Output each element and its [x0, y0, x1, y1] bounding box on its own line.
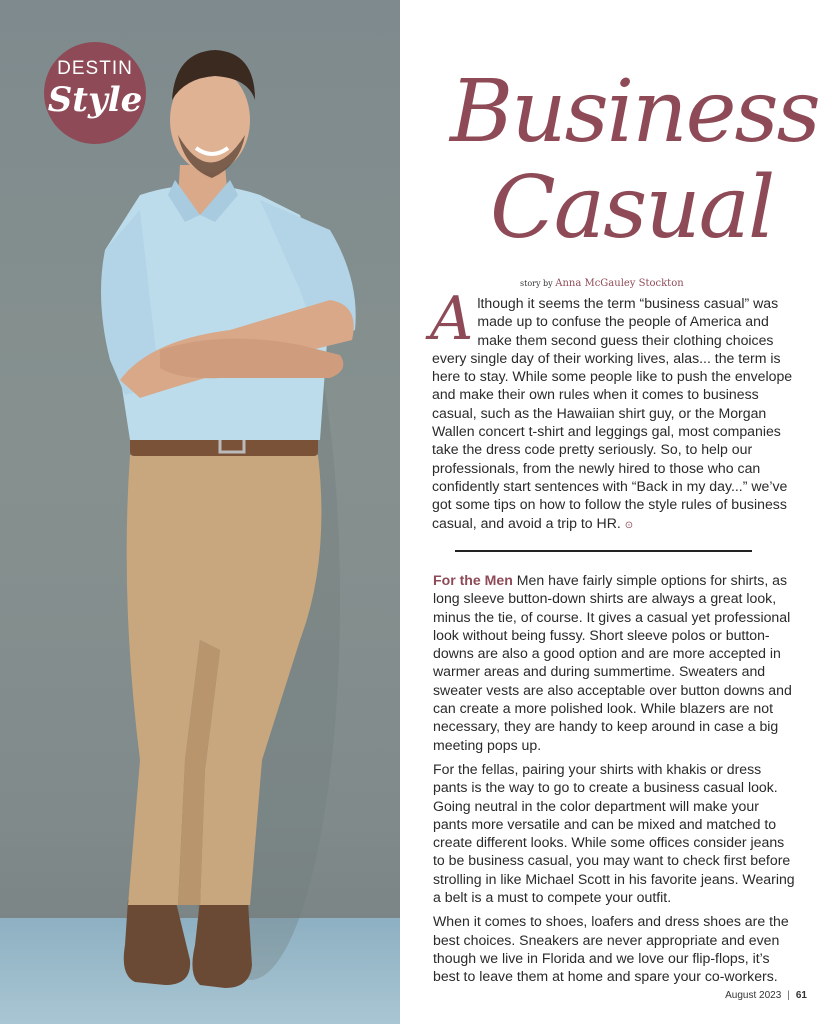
article-body: [433, 571, 795, 992]
section-divider: [455, 550, 752, 552]
title-line-1: Business: [450, 62, 819, 162]
page-number: 61: [795, 990, 807, 1001]
end-mark-icon: ⊙: [624, 519, 634, 531]
footer-separator: |: [787, 990, 790, 1001]
body-paragraph-3: When it comes to shoes, loafers and dress shoes are the best choices. Sneakers are never appropriate and even though we live in Florida and we love our flip-flops, it’s best to leave them at home and spare your co-workers.: [433, 913, 789, 985]
body-paragraph-1: [433, 571, 795, 754]
page-footer: [725, 990, 807, 1001]
body-paragraph-2: For the fellas, pairing your shirts with khakis or dress pants is the way to go to create a business casual look. Going neutral in the color department will make your pants more versatile and can be mixed and matched to create different looks. While some offices consider jeans to be business casual, you may want to check first before strolling in like Michael Scott in his favorite jeans. Wearing a belt is a must to compete your outfit.: [433, 760, 795, 906]
byline-prefix: story by: [520, 279, 553, 288]
drop-cap: A: [430, 284, 474, 354]
intro-text: lthough it seems the term “business casual” was made up to confuse the people of America and make them second guess their clothing choices every single day of their working lives, alas... the term is here to stay. While some people like to push the envelope and make their own rules when it comes to business casual, such as the Hawaiian shirt guy, or the Morgan Wallen concert t-shirt and leggings gal, most companies take the dress code pretty seriously. So, to help our professionals, from the newly hired to those who can confidently start sentences with “Back in my day...” we’ve got some tips on how to follow the style rules of business casual, and avoid a trip to HR.: [432, 295, 793, 531]
intro-paragraph: [430, 284, 794, 535]
section-kicker: For the Men: [433, 572, 513, 588]
body-paragraph-1-text: Men have fairly simple options for shirts, as long sleeve button-down shirts are always a great look, minus the tie, of course. It gives a casual yet professional look without being fussy. Short sleeve polos or button-downs are also a good option and are more accepted in warmer areas and during summertime. Sweaters and sweater vests are also acceptable over button downs and can create a more polished look. While blazers are not necessary, they are handy to keep around in case a big meeting pops up.: [433, 572, 792, 753]
hero-photo: [0, 0, 400, 1024]
man-illustration: [0, 0, 400, 1024]
badge-line-1: DESTIN: [57, 58, 133, 79]
destin-style-badge: [44, 42, 146, 144]
byline-author: Anna McGauley Stockton: [555, 278, 684, 289]
byline: [520, 278, 684, 289]
badge-line-2: Style: [47, 80, 143, 120]
title-line-2: Casual: [490, 158, 774, 258]
issue-date: August 2023: [725, 990, 782, 1001]
